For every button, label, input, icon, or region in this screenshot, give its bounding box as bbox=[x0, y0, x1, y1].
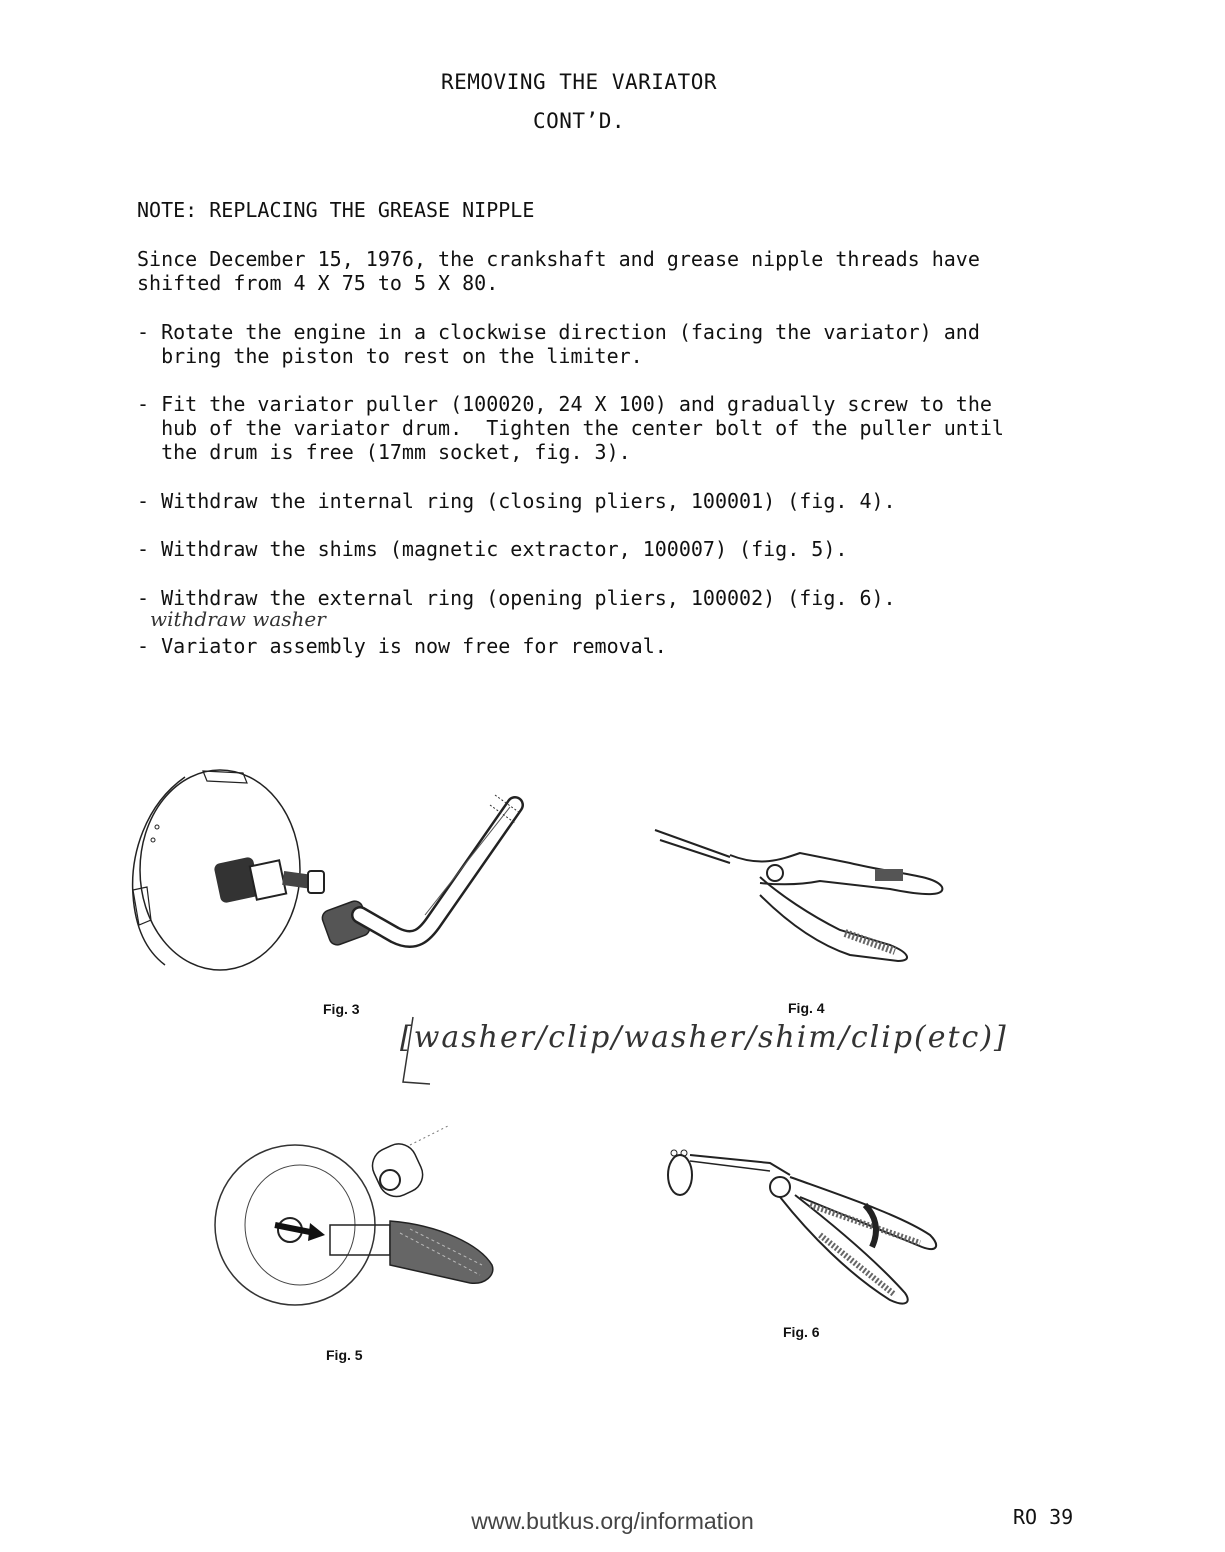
step-6 bbox=[137, 634, 667, 658]
step-3 bbox=[137, 489, 896, 513]
fig5-magnetic-extractor-illustration bbox=[210, 1125, 500, 1325]
page-title: REMOVING THE VARIATOR bbox=[440, 70, 717, 94]
note-heading: NOTE: REPLACING THE GREASE NIPPLE bbox=[137, 198, 535, 222]
step-2-line-3: the drum is free (17mm socket, fig. 3). bbox=[137, 440, 631, 464]
page-subtitle: CONT’D. bbox=[532, 109, 625, 133]
intro-line-2: shifted from 4 X 75 to 5 X 80. bbox=[137, 271, 499, 295]
handwritten-note-2: [washer/clip/washer/shim/clip(etc)] bbox=[400, 1020, 1008, 1055]
fig3-puller-illustration bbox=[125, 765, 535, 980]
fig4-closing-pliers-illustration bbox=[650, 805, 950, 965]
step-2 bbox=[137, 392, 1004, 464]
fig3-label: Fig. 3 bbox=[323, 1001, 360, 1017]
step-1-line-2: bring the piston to rest on the limiter. bbox=[137, 344, 643, 368]
step-3-line-1: - Withdraw the internal ring (closing pliers, 100001) (fig. 4). bbox=[137, 489, 896, 513]
handwritten-bracket bbox=[395, 1012, 435, 1087]
fig6-opening-pliers-illustration bbox=[660, 1135, 960, 1310]
page-number: RO 39 bbox=[1013, 1505, 1074, 1529]
step-1-line-1: - Rotate the engine in a clockwise direction (facing the variator) and bbox=[137, 320, 980, 344]
fig6-label: Fig. 6 bbox=[783, 1324, 820, 1340]
step-2-line-2: hub of the variator drum. Tighten the center bolt of the puller until bbox=[137, 416, 1004, 440]
handwritten-note-1: withdraw washer bbox=[150, 607, 326, 631]
step-4-line-1: - Withdraw the shims (magnetic extractor, 100007) (fig. 5). bbox=[137, 537, 848, 561]
step-6-line-1: - Variator assembly is now free for removal. bbox=[137, 634, 667, 658]
fig5-label: Fig. 5 bbox=[326, 1347, 363, 1363]
fig4-label: Fig. 4 bbox=[788, 1000, 825, 1016]
step-2-line-1: - Fit the variator puller (100020, 24 X 100) and gradually screw to the bbox=[137, 392, 992, 416]
step-4 bbox=[137, 537, 847, 561]
intro-line-1: Since December 15, 1976, the crankshaft and grease nipple threads have bbox=[137, 247, 980, 271]
footer-url: www.butkus.org/information bbox=[471, 1508, 754, 1534]
intro-paragraph bbox=[137, 247, 980, 295]
step-5-line-1: - Withdraw the external ring (opening pliers, 100002) (fig. 6). bbox=[137, 586, 896, 610]
step-1 bbox=[137, 320, 980, 368]
